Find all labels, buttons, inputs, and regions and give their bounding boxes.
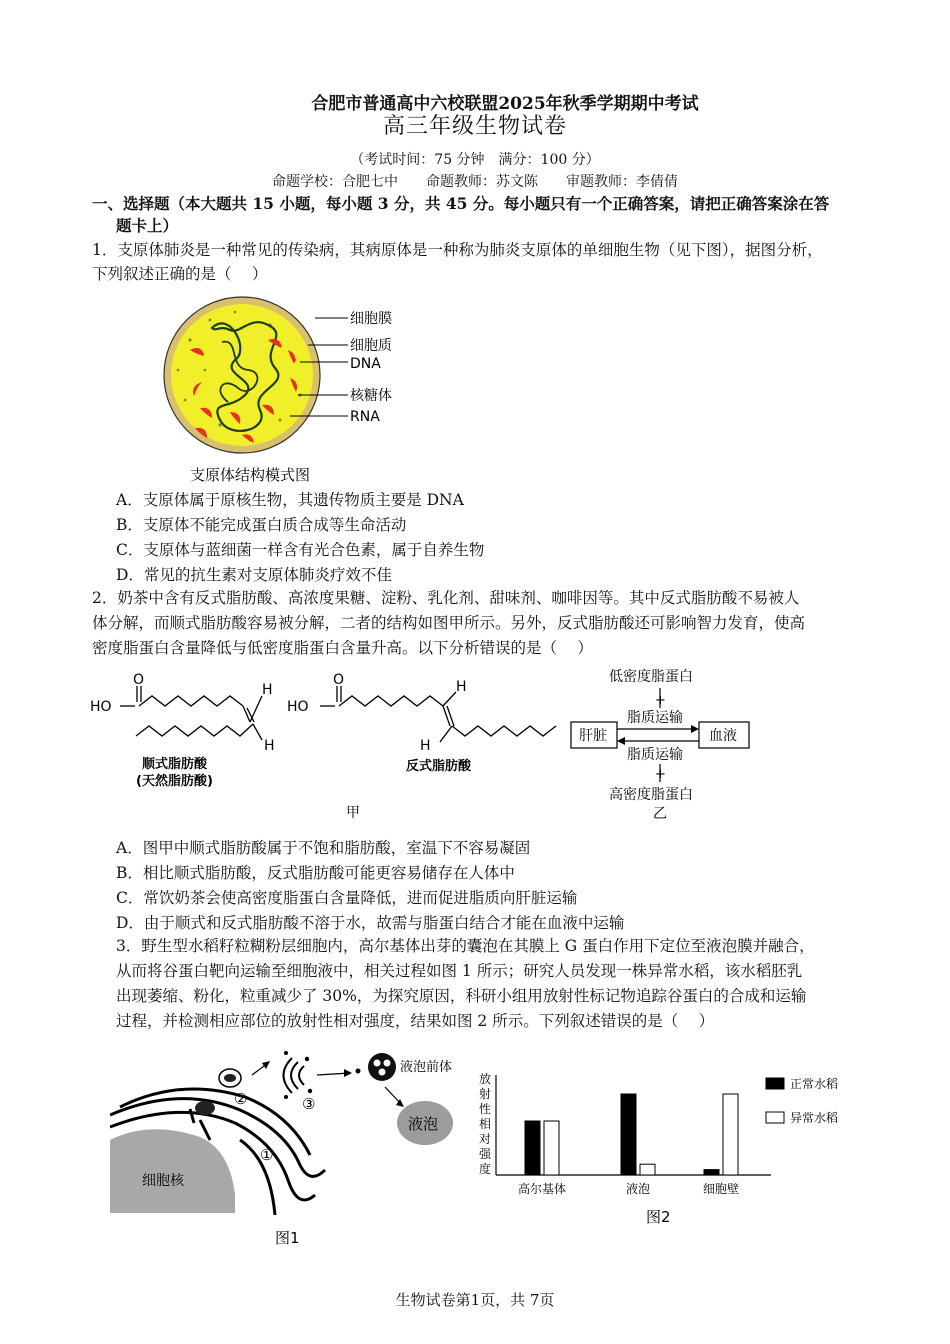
exam-title: 合肥市普通高中六校联盟2025年秋季学期期中考试 xyxy=(311,94,699,114)
q1-option-c[interactable]: C．支原体与蓝细菌一样含有光合色素，属于自养生物 xyxy=(116,541,485,559)
label-2: ② xyxy=(234,1090,248,1108)
label-nucleus: 细胞核 xyxy=(142,1173,184,1189)
vesicle-transport-figure xyxy=(110,1045,470,1253)
label-cell-membrane: 细胞膜 xyxy=(350,311,392,327)
label-1: ① xyxy=(260,1146,274,1164)
label-dna: DNA xyxy=(350,356,381,372)
figure-caption: 支原体结构模式图 xyxy=(190,466,311,484)
mycoplasma-figure xyxy=(150,290,420,486)
cis-label-natural: (天然脂肪酸) xyxy=(136,774,213,789)
q2-option-c[interactable]: C．常饮奶茶会使高密度脂蛋白含量降低，进而促进脂质向肝脏运输 xyxy=(116,889,578,907)
authors-line: 命题学校：合肥七中 命题教师：苏文陈 审题教师：李倩倩 xyxy=(272,174,678,190)
x-tick-label: 细胞壁 xyxy=(702,1182,740,1196)
y-label-char: 对 xyxy=(478,1132,492,1146)
x-tick-label: 高尔基体 xyxy=(517,1182,567,1196)
legend-label: 异常水稻 xyxy=(790,1111,839,1125)
trans-o: O xyxy=(333,672,345,688)
fatty-acid-figure xyxy=(90,664,570,822)
exam-info: （考试时间：75 分钟 满分：100 分） xyxy=(350,152,600,168)
hdl-label: 高密度脂蛋白 xyxy=(609,787,693,803)
fig2-caption: 图2 xyxy=(646,1208,671,1226)
legend-label: 正常水稻 xyxy=(790,1077,839,1091)
figure-yi-caption: 乙 xyxy=(653,806,667,822)
q2-stem-line1: 2．奶茶中含有反式脂肪酸、高浓度果糖、淀粉、乳化剂、甜味剂、咖啡因等。其中反式脂肪酸不易被人 xyxy=(92,589,800,607)
q1-stem-line1: 1．支原体肺炎是一种常见的传染病，其病原体是一种称为肺炎支原体的单细胞生物（见下图），据图分析， xyxy=(92,241,823,259)
cis-label: 顺式脂肪酸 xyxy=(142,757,208,772)
q1-option-d[interactable]: D．常见的抗生素对支原体肺炎疗效不佳 xyxy=(116,566,392,584)
q3-stem-line3: 出现萎缩、粉化，粒重减少了 30%，为探究原因，科研小组用放射性标记物追踪谷蛋白的合成和运输 xyxy=(116,987,807,1005)
section-heading-cont: 题卡上） xyxy=(116,216,179,235)
y-label-char: 放 xyxy=(478,1072,492,1086)
ldl-label: 低密度脂蛋白 xyxy=(609,669,693,685)
trans-label: 反式脂肪酸 xyxy=(406,759,472,774)
x-tick-label: 液泡 xyxy=(625,1182,651,1196)
bar-abnormal-2 xyxy=(723,1094,738,1175)
label-3: ③ xyxy=(302,1095,316,1113)
budding-vesicle xyxy=(195,1101,215,1115)
label-ribosome: 核糖体 xyxy=(350,388,392,404)
legend-swatch xyxy=(766,1112,784,1123)
q2-stem-line2: 体分解，而顺式脂肪酸容易被分解，二者的结构如图甲所示。另外，反式脂肪酸还可影响智力发育，使高 xyxy=(92,614,806,632)
page-footer: 生物试卷第1页，共 7页 xyxy=(395,1291,555,1309)
legend-swatch xyxy=(766,1078,784,1089)
bar-abnormal-0 xyxy=(544,1121,559,1175)
liver-label: 肝脏 xyxy=(579,728,607,744)
bar-normal-2 xyxy=(704,1170,719,1175)
q2-option-d[interactable]: D．由于顺式和反式脂肪酸不溶于水，故需与脂蛋白结合才能在血液中运输 xyxy=(116,914,625,932)
fig1-caption: 图1 xyxy=(275,1229,300,1247)
bar-abnormal-1 xyxy=(640,1164,655,1175)
vacuole-precursor-shape xyxy=(368,1053,396,1081)
cis-h-bottom: H xyxy=(264,738,275,754)
y-label-char: 强 xyxy=(478,1147,492,1161)
q2-option-a[interactable]: A．图甲中顺式脂肪酸属于不饱和脂肪酸，室温下不容易凝固 xyxy=(116,839,531,857)
cis-o: O xyxy=(133,672,145,688)
q1-option-a[interactable]: A．支原体属于原核生物，其遗传物质主要是 DNA xyxy=(116,491,464,509)
trans-h-top: H xyxy=(456,679,467,695)
plus-top: + xyxy=(655,693,666,708)
transport-top: 脂质运输 xyxy=(627,710,683,726)
section-heading: 一、选择题（本大题共 15 小题，每小题 3 分，共 45 分。每小题只有一个正确答案，请把正确答案涂在答 xyxy=(92,194,830,213)
y-label-char: 相 xyxy=(478,1117,492,1131)
figure-jia-caption: 甲 xyxy=(346,805,360,821)
trans-h-bottom: H xyxy=(420,738,431,754)
q2-option-b[interactable]: B．相比顺式脂肪酸，反式脂肪酸可能更容易储存在人体中 xyxy=(116,864,515,882)
y-label-char: 射 xyxy=(478,1087,492,1101)
q2-stem-line3: 密度脂蛋白含量降低与低密度脂蛋白含量升高。以下分析错误的是（ ） xyxy=(92,639,593,657)
radioactivity-bar-chart xyxy=(476,1055,876,1235)
cis-ho: HO xyxy=(90,699,112,715)
q3-stem-line2: 从而将谷蛋白靶向运输至细胞液中，相关过程如图 1 所示；研究人员发现一株异常水稻，该水稻胚乳 xyxy=(116,962,803,980)
y-axis-label xyxy=(479,1072,492,1176)
cytoplasm-shape xyxy=(171,304,313,446)
lipoprotein-figure xyxy=(565,664,765,822)
bar-normal-1 xyxy=(621,1094,636,1175)
y-label-char: 性 xyxy=(478,1102,492,1116)
label-cytoplasm: 细胞质 xyxy=(350,338,392,354)
y-label-char: 度 xyxy=(478,1162,492,1176)
q3-stem-line1: 3．野生型水稻籽粒糊粉层细胞内，高尔基体出芽的囊泡在其膜上 G 蛋白作用下定位至液泡膜并融合， xyxy=(116,937,815,955)
label-vacuole: 液泡 xyxy=(408,1115,439,1133)
plus-bottom: + xyxy=(655,767,666,782)
cis-h-top: H xyxy=(262,682,273,698)
label-vacuole-precursor: 液泡前体 xyxy=(400,1060,453,1075)
blood-label: 血液 xyxy=(709,728,737,744)
trans-ho: HO xyxy=(287,699,309,715)
label-rna: RNA xyxy=(350,409,380,425)
bar-normal-0 xyxy=(525,1121,540,1175)
q1-option-b[interactable]: B．支原体不能完成蛋白质合成等生命活动 xyxy=(116,516,407,534)
q3-stem-line4: 过程，并检测相应部位的放射性相对强度，结果如图 2 所示。下列叙述错误的是（ ） xyxy=(116,1012,715,1030)
transport-bottom: 脂质运输 xyxy=(627,747,683,763)
paper-subtitle: 高三年级生物试卷 xyxy=(382,114,567,139)
q1-stem-line2: 下列叙述正确的是（ ） xyxy=(92,265,268,283)
nucleus-shape xyxy=(110,1129,235,1213)
